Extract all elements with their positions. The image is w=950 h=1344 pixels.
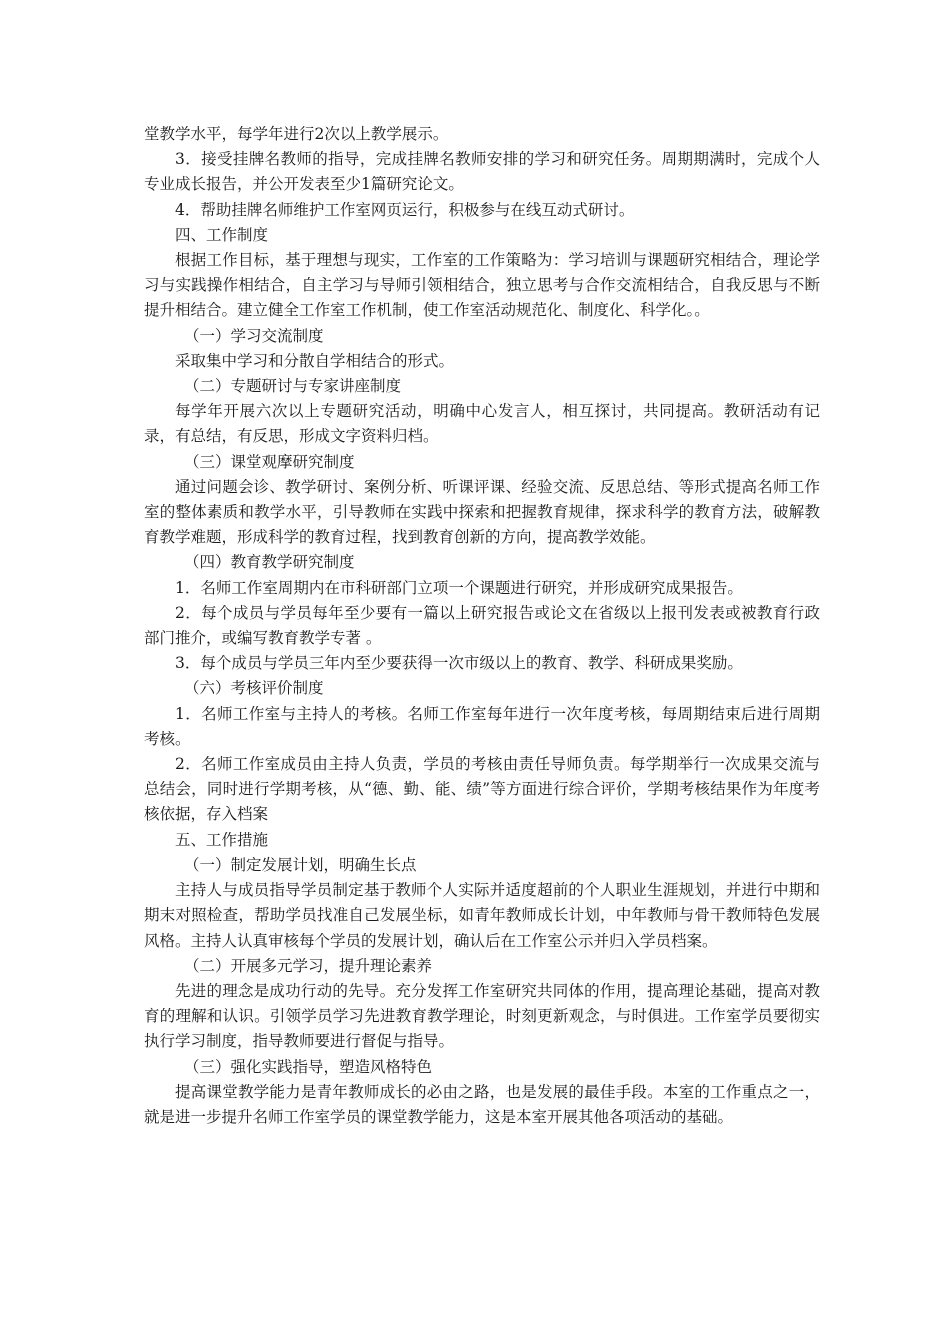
section-heading: （三）课堂观摩研究制度 bbox=[184, 452, 355, 471]
section-heading: （三）强化实践指导，塑造风格特色 bbox=[184, 1057, 433, 1076]
section-heading: （一）制定发展计划，明确生长点 bbox=[184, 855, 417, 874]
paragraph: 2．每个成员与学员每年至少要有一篇以上研究报告或论文在省级以上报刊发表或被教育行政部门推介，或编写教育教学专著 。 bbox=[144, 603, 820, 648]
section-heading: （二）开展多元学习，提升理论素养 bbox=[184, 956, 433, 975]
paragraph: 堂教学水平，每学年进行2次以上教学展示。 bbox=[144, 125, 449, 143]
paragraph: 1．名师工作室与主持人的考核。名师工作室每年进行一次年度考核，每周期结束后进行周期考核。 bbox=[144, 704, 820, 748]
section-heading: （一）学习交流制度 bbox=[184, 326, 324, 345]
paragraph: 主持人与成员指导学员制定基于教师个人实际并适度超前的个人职业生涯规划，并进行中期和期末对照检查，帮助学员找准自己发展坐标，如青年教师成长计划，中年教师与骨干教师特色发展风格。主持人认真审核每个学员的发展计划，确认后在工作室公示并归入学员档案。 bbox=[144, 881, 820, 950]
paragraph: 先进的理念是成功行动的先导。充分发挥工作室研究共同体的作用，提高理论基础，提高对教育的理解和认识。引领学员学习先进教育教学理论，时刻更新观念，与时俱进。工作室学员要彻实执行学习制度，指导教师要进行督促与指导。 bbox=[144, 981, 820, 1051]
paragraph: 4．帮助挂牌名师维护工作室网页运行，积极参与在线互动式研讨。 bbox=[175, 200, 635, 219]
paragraph: 3．接受挂牌名教师的指导，完成挂牌名教师安排的学习和研究任务。周期期满时，完成个人专业成长报告，并公开发表至少1篇研究论文。 bbox=[144, 150, 820, 194]
paragraph: 四、工作制度 bbox=[175, 225, 269, 244]
paragraph: 提高课堂教学能力是青年教师成长的必由之路，也是发展的最佳手段。本室的工作重点之一，就是进一步提升名师工作室学员的课堂教学能力，这是本室开展其他各项活动的基础。 bbox=[144, 1082, 820, 1126]
paragraph: 采取集中学习和分散自学相结合的形式。 bbox=[175, 351, 455, 370]
document-body bbox=[144, 122, 820, 1130]
paragraph: 五、工作措施 bbox=[175, 830, 269, 849]
paragraph: 2．名师工作室成员由主持人负责，学员的考核由责任导师负责。每学期举行一次成果交流与总结会，同时进行学期考核，从“德、勤、能、绩”等方面进行综合评价，学期考核结果作为年度考核依据，存入档案 bbox=[144, 755, 820, 824]
section-heading: （四）教育教学研究制度 bbox=[184, 553, 355, 572]
paragraph: 通过问题会诊、教学研讨、案例分析、听课评课、经验交流、反思总结、等形式提高名师工作室的整体素质和教学水平，引导教师在实践中探索和把握教育规律，探求科学的教育方法，破解教育教学难题，形成科学的教育过程，找到教育创新的方向，提高教学效能。 bbox=[144, 477, 820, 547]
paragraph: 根据工作目标，基于理想与现实，工作室的工作策略为：学习培训与课题研究相结合，理论学习与实践操作相结合，自主学习与导师引领相结合，独立思考与合作交流相结合，自我反思与不断提升相结合。建立健全工作室工作机制，使工作室活动规范化、制度化、科学化。。 bbox=[144, 251, 820, 320]
paragraph: 3．每个成员与学员三年内至少要获得一次市级以上的教育、教学、科研成果奖励。 bbox=[175, 654, 743, 673]
section-heading: （六）考核评价制度 bbox=[184, 679, 324, 698]
paragraph: 1．名师工作室周期内在市科研部门立项一个课题进行研究，并形成研究成果报告。 bbox=[175, 578, 743, 597]
paragraph: 每学年开展六次以上专题研究活动，明确中心发言人，相互探讨，共同提高。教研活动有记录，有总结，有反思，形成文字资料归档。 bbox=[144, 402, 820, 446]
section-heading: （二）专题研讨与专家讲座制度 bbox=[184, 377, 402, 396]
